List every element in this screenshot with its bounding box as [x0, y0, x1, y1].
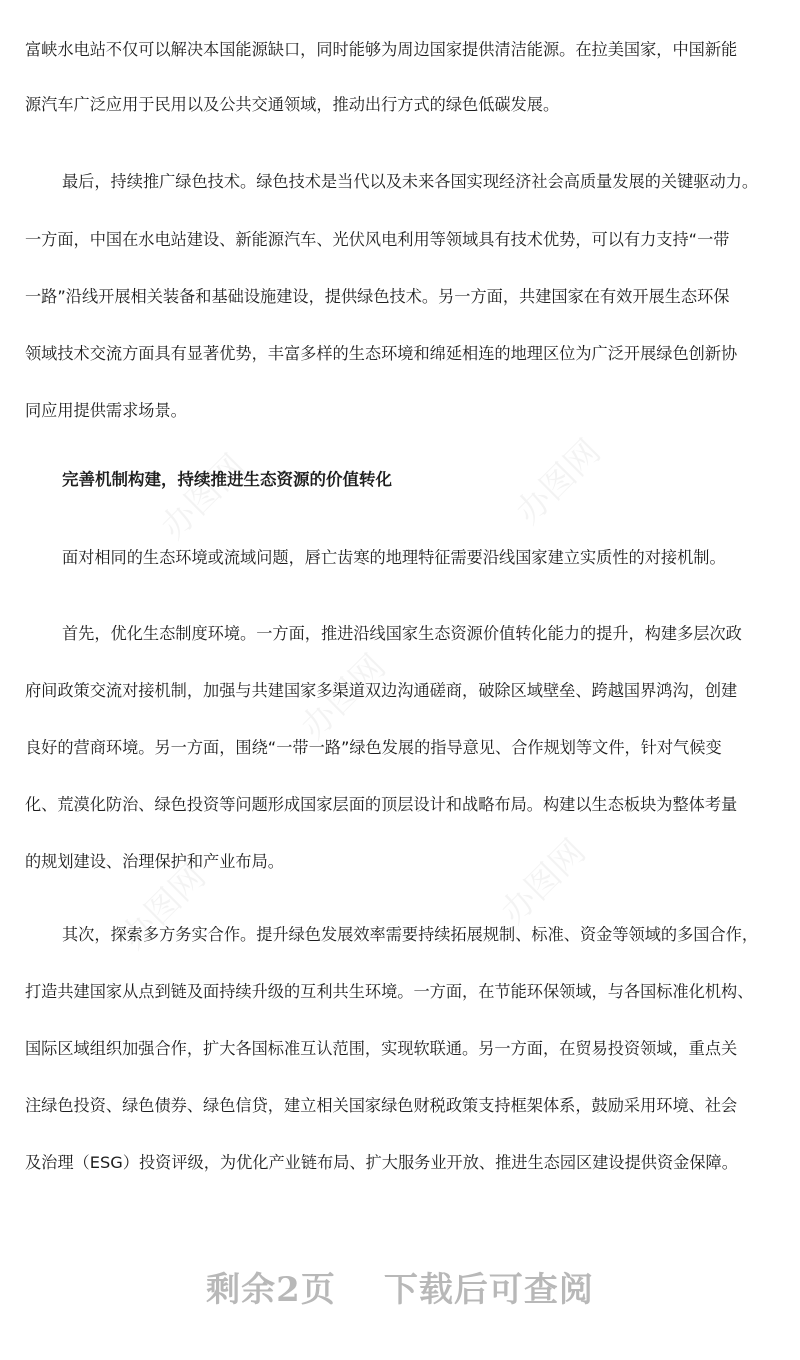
paragraph-line: 一方面，中国在水电站建设、新能源汽车、光伏风电利用等领域具有技术优势，可以有力支持“一带 — [25, 230, 730, 249]
paragraph-line: 国际区域组织加强合作，扩大各国标准互认范围，实现软联通。另一方面，在贸易投资领域，重点关 — [25, 1039, 738, 1058]
paragraph-line: 的规划建设、治理保护和产业布局。 — [25, 852, 284, 871]
paragraph-line: 最后，持续推广绿色技术。绿色技术是当代以及未来各国实现经济社会高质量发展的关键驱动力。 — [62, 172, 759, 191]
paragraph-line: 及治理（ESG）投资评级，为优化产业链布局、扩大服务业开放、推进生态园区建设提供资金保障。 — [25, 1153, 738, 1172]
paragraph-line: 源汽车广泛应用于民用以及公共交通领域，推动出行方式的绿色低碳发展。 — [25, 95, 560, 114]
paragraph-line: 领域技术交流方面具有显著优势，丰富多样的生态环境和绵延相连的地理区位为广泛开展绿色创新协 — [25, 344, 738, 363]
remaining-pages-notice — [0, 1262, 800, 1311]
watermark — [488, 826, 595, 933]
paragraph-line: 其次，探索多方务实合作。提升绿色发展效率需要持续拓展规制、标准、资金等领域的多国合作， — [62, 925, 759, 944]
paragraph-line: 同应用提供需求场景。 — [25, 401, 187, 420]
paragraph-line: 良好的营商环境。另一方面，围绕“一带一路”绿色发展的指导意见、合作规划等文件，针对气候变 — [25, 738, 722, 757]
watermark — [148, 441, 255, 548]
paragraph-line: 打造共建国家从点到链及面持续升级的互利共生环境。一方面，在节能环保领域，与各国标准化机构、 — [25, 982, 754, 1001]
watermark — [503, 426, 610, 533]
paragraph-line: 富峡水电站不仅可以解决本国能源缺口，同时能够为周边国家提供清洁能源。在拉美国家，中国新能 — [25, 40, 738, 59]
remaining-pages-label: 剩余2页 — [206, 1270, 336, 1310]
paragraph-line: 面对相同的生态环境或流域问题，唇亡齿寒的地理特征需要沿线国家建立实质性的对接机制。 — [62, 548, 726, 567]
paragraph-line: 一路”沿线开展相关装备和基础设施建设，提供绿色技术。另一方面，共建国家在有效开展生态环保 — [25, 287, 730, 306]
section-heading: 完善机制构建，持续推进生态资源的价值转化 — [62, 470, 392, 489]
paragraph-line: 注绿色投资、绿色债券、绿色信贷，建立相关国家绿色财税政策支持框架体系，鼓励采用环境、社会 — [25, 1096, 738, 1115]
paragraph-line: 府间政策交流对接机制，加强与共建国家多渠道双边沟通磋商，破除区域壁垒、跨越国界鸿沟，创建 — [25, 681, 738, 700]
paragraph-line: 化、荒漠化防治、绿色投资等问题形成国家层面的顶层设计和战略布局。构建以生态板块为整体考量 — [25, 795, 738, 814]
paragraph-line: 首先，优化生态制度环境。一方面，推进沿线国家生态资源价值转化能力的提升，构建多层次政 — [62, 624, 742, 643]
download-to-read-label: 下载后可查阅 — [383, 1270, 594, 1310]
